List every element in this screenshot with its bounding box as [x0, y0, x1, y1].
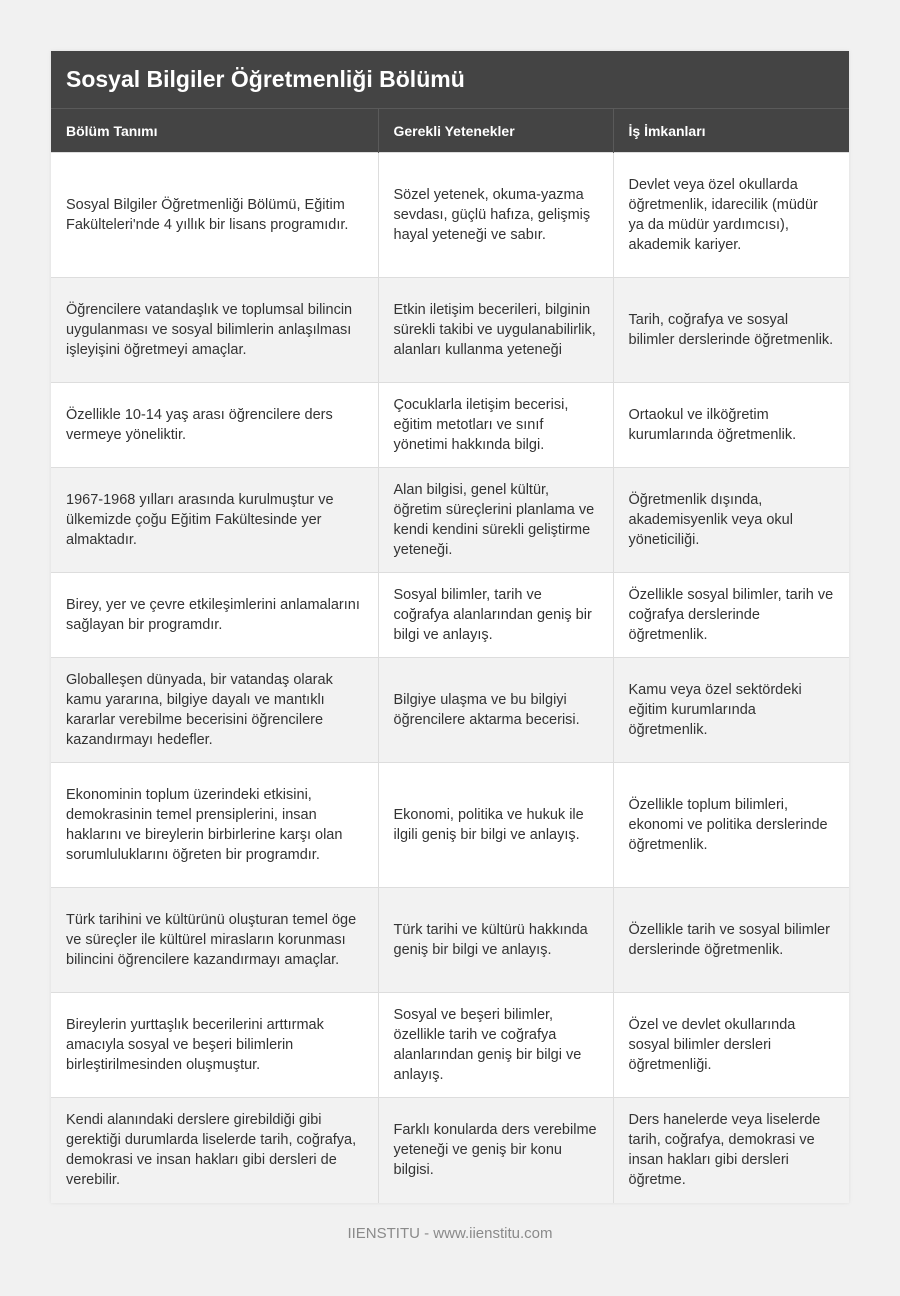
table-cell: Öğretmenlik dışında, akademisyenlik veya okul yöneticiliği. — [613, 468, 849, 573]
table-cell: Kamu veya özel sektördeki eğitim kurumlarında öğretmenlik. — [613, 658, 849, 763]
table-cell: Çocuklarla iletişim becerisi, eğitim metotları ve sınıf yönetimi hakkında bilgi. — [378, 383, 613, 468]
column-header-description: Bölüm Tanımı — [51, 109, 378, 153]
table-row — [51, 1098, 849, 1203]
table-cell: Bilgiye ulaşma ve bu bilgiyi öğrencilere aktarma becerisi. — [378, 658, 613, 763]
table-row — [51, 888, 849, 993]
column-header-jobs: İş İmkanları — [613, 109, 849, 153]
table-card — [51, 51, 849, 1203]
table-cell: Ortaokul ve ilköğretim kurumlarında öğretmenlik. — [613, 383, 849, 468]
table-cell: Ders hanelerde veya liselerde tarih, coğrafya, demokrasi ve insan hakları gibi dersleri öğretme. — [613, 1098, 849, 1203]
table-cell: Sosyal ve beşeri bilimler, özellikle tarih ve coğrafya alanlarından geniş bir bilgi ve anlayış. — [378, 993, 613, 1098]
footer-text: IIENSTITU - www.iienstitu.com — [347, 1225, 553, 1242]
table-cell: Globalleşen dünyada, bir vatandaş olarak kamu yararına, bilgiye dayalı ve mantıklı kararlar verebilme becerisini öğrencilere kazandırmayı hedefler. — [51, 658, 378, 763]
table-cell: Özellikle tarih ve sosyal bilimler derslerinde öğretmenlik. — [613, 888, 849, 993]
table-cell: Ekonominin toplum üzerindeki etkisini, demokrasinin temel prensiplerini, insan haklarını ve bireylerin birbirlerine karşı olan sorumluluklarını öğreten bir programdır. — [51, 763, 378, 888]
table-cell: Birey, yer ve çevre etkileşimlerini anlamalarını sağlayan bir programdır. — [51, 573, 378, 658]
table-row — [51, 658, 849, 763]
table-cell: Etkin iletişim becerileri, bilginin sürekli takibi ve uygulanabilirlik, alanları kullanma yeteneği — [378, 278, 613, 383]
table-cell: Ekonomi, politika ve hukuk ile ilgili geniş bir bilgi ve anlayış. — [378, 763, 613, 888]
table-row — [51, 278, 849, 383]
table-row — [51, 153, 849, 278]
table-cell: Sözel yetenek, okuma-yazma sevdası, güçlü hafıza, gelişmiş hayal yeteneği ve sabır. — [378, 153, 613, 278]
table-row — [51, 573, 849, 658]
table-cell: Özellikle sosyal bilimler, tarih ve coğrafya derslerinde öğretmenlik. — [613, 573, 849, 658]
table-cell: Alan bilgisi, genel kültür, öğretim süreçlerini planlama ve kendi kendini sürekli geliştirme yeteneği. — [378, 468, 613, 573]
table-row — [51, 993, 849, 1098]
table-cell: 1967-1968 yılları arasında kurulmuştur ve ülkemizde çoğu Eğitim Fakültesinde yer almaktadır. — [51, 468, 378, 573]
table-cell: Tarih, coğrafya ve sosyal bilimler derslerinde öğretmenlik. — [613, 278, 849, 383]
table-cell: Bireylerin yurttaşlık becerilerini arttırmak amacıyla sosyal ve beşeri bilimlerin birleştirilmesinden oluşmuştur. — [51, 993, 378, 1098]
table-cell: Sosyal bilimler, tarih ve coğrafya alanlarından geniş bir bilgi ve anlayış. — [378, 573, 613, 658]
column-header-skills: Gerekli Yetenekler — [378, 109, 613, 153]
table-cell: Özellikle toplum bilimleri, ekonomi ve politika derslerinde öğretmenlik. — [613, 763, 849, 888]
table-cell: Sosyal Bilgiler Öğretmenliği Bölümü, Eğitim Fakülteleri'nde 4 yıllık bir lisans programıdır. — [51, 153, 378, 278]
table-cell: Kendi alanındaki derslere girebildiği gibi gerektiği durumlarda liselerde tarih, coğrafya, demokrasi ve insan hakları gibi dersleri de verebilir. — [51, 1098, 378, 1203]
table-row — [51, 383, 849, 468]
page-title: Sosyal Bilgiler Öğretmenliği Bölümü — [51, 51, 849, 108]
table-row — [51, 763, 849, 888]
table-cell: Özel ve devlet okullarında sosyal bilimler dersleri öğretmenliği. — [613, 993, 849, 1098]
table-cell: Farklı konularda ders verebilme yeteneği ve geniş bir konu bilgisi. — [378, 1098, 613, 1203]
table-cell: Devlet veya özel okullarda öğretmenlik, idarecilik (müdür ya da müdür yardımcısı), akademik kariyer. — [613, 153, 849, 278]
table-cell: Türk tarihi ve kültürü hakkında geniş bir bilgi ve anlayış. — [378, 888, 613, 993]
data-table — [51, 108, 849, 1203]
header-row — [51, 109, 849, 153]
table-row — [51, 468, 849, 573]
table-cell: Türk tarihini ve kültürünü oluşturan temel öge ve süreçler ile kültürel mirasların korunması bilincini öğrencilere kazandırmayı amaçlar. — [51, 888, 378, 993]
table-cell: Öğrencilere vatandaşlık ve toplumsal bilincin uygulanması ve sosyal bilimlerin anlaşılması işleyişini öğretmeyi amaçlar. — [51, 278, 378, 383]
table-cell: Özellikle 10-14 yaş arası öğrencilere ders vermeye yöneliktir. — [51, 383, 378, 468]
